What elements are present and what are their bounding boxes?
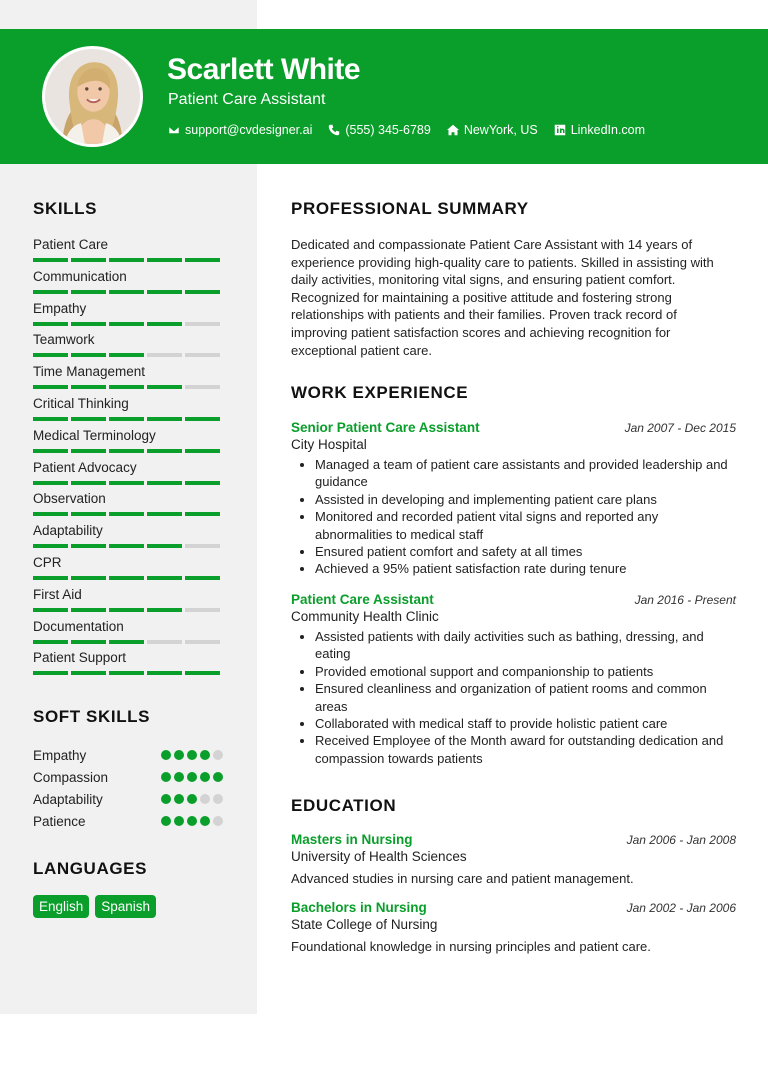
skill-level-bar	[33, 449, 220, 453]
level-segment-filled	[147, 449, 182, 453]
level-segment-filled	[109, 544, 144, 548]
level-segment-filled	[33, 353, 68, 357]
job-entry	[291, 420, 736, 578]
soft-skill-rating	[161, 794, 223, 804]
rating-dot-filled	[187, 750, 197, 760]
skill-name: Observation	[33, 491, 106, 507]
level-segment-filled	[71, 449, 106, 453]
contact-phone[interactable]	[328, 123, 430, 137]
envelope-icon	[168, 124, 180, 136]
level-segment-filled	[109, 671, 144, 675]
level-segment-filled	[71, 353, 106, 357]
skill-name: Medical Terminology	[33, 427, 156, 443]
rating-dot-filled	[187, 772, 197, 782]
contact-linkedin-text: LinkedIn.com	[570, 123, 646, 137]
level-segment-filled	[147, 385, 182, 389]
soft-skill-rating	[161, 816, 223, 826]
level-segment-filled	[33, 290, 68, 294]
rating-dot-filled	[187, 816, 197, 826]
rating-dot-filled	[200, 816, 210, 826]
contact-email[interactable]	[168, 123, 312, 137]
rating-dot-empty	[213, 794, 223, 804]
level-segment-empty	[185, 544, 220, 548]
level-segment-filled	[109, 385, 144, 389]
education-description: Foundational knowledge in nursing principles and patient care.	[291, 939, 651, 954]
rating-dot-filled	[161, 750, 171, 760]
school-name: University of Health Sciences	[291, 849, 467, 864]
skill-level-bar	[33, 512, 220, 516]
skill-name: Adaptability	[33, 523, 103, 539]
job-bullet: • Ensured cleanliness and organization of patient rooms and common areas	[315, 680, 736, 715]
level-segment-filled	[185, 449, 220, 453]
job-dates: Jan 2016 - Present	[634, 593, 736, 607]
level-segment-filled	[147, 512, 182, 516]
skill-level-bar	[33, 322, 220, 326]
phone-icon	[328, 124, 340, 136]
education-description: Advanced studies in nursing care and patient management.	[291, 871, 634, 886]
level-segment-filled	[71, 258, 106, 262]
skill-level-bar	[33, 385, 220, 389]
job-title: Patient Care Assistant	[291, 592, 434, 607]
rating-dot-filled	[174, 750, 184, 760]
level-segment-filled	[109, 576, 144, 580]
level-segment-empty	[147, 353, 182, 357]
contact-location[interactable]	[447, 123, 538, 137]
level-segment-filled	[109, 353, 144, 357]
rating-dot-filled	[161, 816, 171, 826]
skill-item	[33, 363, 223, 395]
level-segment-filled	[147, 290, 182, 294]
level-segment-filled	[71, 385, 106, 389]
skill-item	[33, 395, 223, 427]
skill-level-bar	[33, 353, 220, 357]
level-segment-filled	[71, 481, 106, 485]
job-bullet: • Ensured patient comfort and safety at all times	[315, 543, 736, 560]
level-segment-empty	[185, 640, 220, 644]
education-header	[291, 832, 736, 847]
level-segment-filled	[33, 608, 68, 612]
candidate-title: Patient Care Assistant	[168, 91, 326, 108]
level-segment-filled	[33, 544, 68, 548]
skill-level-bar	[33, 576, 220, 580]
degree-title: Bachelors in Nursing	[291, 900, 427, 915]
level-segment-filled	[71, 640, 106, 644]
soft-skill-item	[33, 810, 223, 832]
skill-level-bar	[33, 671, 220, 675]
job-bullet: • Managed a team of patient care assistants and provided leadership and guidance	[315, 456, 736, 491]
level-segment-filled	[147, 544, 182, 548]
job-employer: Community Health Clinic	[291, 609, 439, 624]
level-segment-filled	[185, 512, 220, 516]
skill-name: Communication	[33, 268, 127, 284]
home-icon	[447, 124, 459, 136]
education-dates: Jan 2002 - Jan 2006	[626, 901, 736, 915]
skill-item	[33, 427, 223, 459]
rating-dot-empty	[213, 750, 223, 760]
skill-item	[33, 459, 223, 491]
soft-skill-item	[33, 766, 223, 788]
education-dates: Jan 2006 - Jan 2008	[626, 833, 736, 847]
skill-name: Teamwork	[33, 332, 95, 348]
summary-heading: PROFESSIONAL SUMMARY	[291, 199, 529, 218]
soft-skill-name: Compassion	[33, 769, 109, 785]
rating-dot-filled	[200, 750, 210, 760]
skill-item	[33, 268, 223, 300]
skills-heading: SKILLS	[33, 199, 98, 218]
skill-item	[33, 300, 223, 332]
skill-level-bar	[33, 640, 220, 644]
rating-dot-empty	[213, 816, 223, 826]
level-segment-filled	[71, 417, 106, 421]
rating-dot-empty	[200, 794, 210, 804]
skill-item	[33, 331, 223, 363]
rating-dot-filled	[187, 794, 197, 804]
soft-skill-rating	[161, 772, 223, 782]
level-segment-empty	[185, 385, 220, 389]
soft-skill-name: Empathy	[33, 747, 87, 763]
level-segment-filled	[185, 481, 220, 485]
skill-item	[33, 490, 223, 522]
level-segment-filled	[147, 258, 182, 262]
job-header	[291, 592, 736, 607]
skill-name: Patient Care	[33, 237, 109, 252]
job-bullet: • Monitored and recorded patient vital signs and reported any abnormalities to medical staff	[315, 508, 736, 543]
level-segment-filled	[185, 671, 220, 675]
level-segment-filled	[147, 481, 182, 485]
job-title: Senior Patient Care Assistant	[291, 420, 480, 435]
soft-skills-heading: SOFT SKILLS	[33, 707, 151, 726]
language-badge: English	[33, 895, 89, 918]
rating-dot-filled	[174, 772, 184, 782]
job-bullet: • Achieved a 95% patient satisfaction rate during tenure	[315, 560, 736, 577]
job-entry	[291, 592, 736, 767]
skill-name: Critical Thinking	[33, 395, 129, 411]
skill-level-bar	[33, 290, 220, 294]
level-segment-filled	[109, 481, 144, 485]
contact-list	[168, 123, 661, 137]
job-dates: Jan 2007 - Dec 2015	[624, 421, 736, 435]
level-segment-filled	[71, 608, 106, 612]
skill-level-bar	[33, 481, 220, 485]
job-bullet: • Assisted patients with daily activities such as bathing, dressing, and eating	[315, 628, 736, 663]
job-bullet: • Collaborated with medical staff to provide holistic patient care	[315, 715, 736, 732]
contact-phone-text: (555) 345-6789	[345, 123, 431, 137]
level-segment-filled	[33, 481, 68, 485]
level-segment-filled	[147, 671, 182, 675]
education-entry	[291, 832, 736, 886]
level-segment-filled	[185, 576, 220, 580]
level-segment-filled	[33, 417, 68, 421]
languages-heading: LANGUAGES	[33, 859, 148, 878]
skill-item	[33, 236, 223, 268]
soft-skill-name: Patience	[33, 813, 86, 829]
level-segment-filled	[71, 322, 106, 326]
level-segment-empty	[185, 322, 220, 326]
job-header	[291, 420, 736, 435]
level-segment-filled	[109, 322, 144, 326]
rating-dot-filled	[213, 772, 223, 782]
job-bullet: • Provided emotional support and companionship to patients	[315, 663, 736, 680]
level-segment-empty	[147, 640, 182, 644]
rating-dot-filled	[161, 794, 171, 804]
education-heading: EDUCATION	[291, 796, 397, 815]
soft-skill-item	[33, 744, 223, 766]
summary-text: Dedicated and compassionate Patient Care Assistant with 14 years of experience providing high-quality care to patients. Skilled in assisting with daily activities, monitoring vital signs, and ensuring patient comfort. Recognized for maintaining a positive attitude and fostering strong relationships with patients and their families. Proven track record of improving patient satisfaction scores and achieving recognition for exceptional patient care.	[291, 237, 714, 358]
candidate-name: Scarlett White	[167, 53, 361, 86]
level-segment-filled	[33, 671, 68, 675]
profile-photo-image	[45, 49, 140, 144]
contact-email-text: support@cvdesigner.ai	[185, 123, 313, 137]
skill-item	[33, 554, 223, 586]
skill-name: Time Management	[33, 364, 146, 380]
level-segment-filled	[109, 512, 144, 516]
skill-level-bar	[33, 544, 220, 548]
contact-linkedin[interactable]	[554, 123, 645, 137]
level-segment-filled	[33, 576, 68, 580]
level-segment-filled	[71, 671, 106, 675]
rating-dot-filled	[174, 816, 184, 826]
level-segment-empty	[185, 353, 220, 357]
skill-item	[33, 522, 223, 554]
level-segment-filled	[109, 258, 144, 262]
soft-skill-name: Adaptability	[33, 791, 103, 807]
level-segment-filled	[71, 576, 106, 580]
skill-level-bar	[33, 417, 220, 421]
skill-item	[33, 649, 223, 681]
level-segment-filled	[33, 322, 68, 326]
linkedin-icon	[554, 124, 566, 136]
profile-photo	[42, 46, 143, 147]
skill-name: Patient Support	[33, 650, 127, 666]
skill-name: Empathy	[33, 300, 87, 316]
job-bullet: • Assisted in developing and implementing patient care plans	[315, 491, 736, 508]
languages-list	[33, 895, 156, 918]
rating-dot-filled	[174, 794, 184, 804]
soft-skill-item	[33, 788, 223, 810]
school-name: State College of Nursing	[291, 917, 438, 932]
skill-level-bar	[33, 258, 220, 262]
job-employer: City Hospital	[291, 437, 367, 452]
skill-level-bar	[33, 608, 220, 612]
degree-title: Masters in Nursing	[291, 832, 413, 847]
level-segment-filled	[109, 640, 144, 644]
experience-heading: WORK EXPERIENCE	[291, 383, 469, 402]
level-segment-filled	[147, 322, 182, 326]
level-segment-filled	[33, 258, 68, 262]
level-segment-filled	[185, 290, 220, 294]
skill-item	[33, 586, 223, 618]
level-segment-filled	[71, 512, 106, 516]
level-segment-filled	[109, 290, 144, 294]
rating-dot-filled	[161, 772, 171, 782]
skill-item	[33, 618, 223, 650]
skill-name: First Aid	[33, 586, 82, 602]
level-segment-filled	[109, 417, 144, 421]
level-segment-filled	[109, 608, 144, 612]
contact-location-text: NewYork, US	[463, 123, 538, 137]
level-segment-filled	[71, 290, 106, 294]
level-segment-filled	[185, 258, 220, 262]
level-segment-filled	[33, 385, 68, 389]
job-bullets	[291, 456, 736, 578]
level-segment-filled	[71, 544, 106, 548]
education-entry	[291, 900, 736, 954]
skill-name: Patient Advocacy	[33, 459, 137, 475]
soft-skills-list	[33, 744, 223, 832]
level-segment-filled	[109, 449, 144, 453]
level-segment-filled	[33, 640, 68, 644]
education-header	[291, 900, 736, 915]
skill-name: CPR	[33, 554, 62, 570]
level-segment-filled	[147, 576, 182, 580]
rating-dot-filled	[200, 772, 210, 782]
level-segment-filled	[33, 449, 68, 453]
skill-name: Documentation	[33, 618, 124, 634]
level-segment-empty	[185, 608, 220, 612]
level-segment-filled	[147, 417, 182, 421]
level-segment-filled	[147, 608, 182, 612]
level-segment-filled	[185, 417, 220, 421]
soft-skill-rating	[161, 750, 223, 760]
job-bullets	[291, 628, 736, 767]
skills-list	[33, 236, 223, 681]
language-badge: Spanish	[95, 895, 156, 918]
job-bullet: • Received Employee of the Month award for outstanding dedication and compassion towards patients	[315, 732, 736, 767]
level-segment-filled	[33, 512, 68, 516]
